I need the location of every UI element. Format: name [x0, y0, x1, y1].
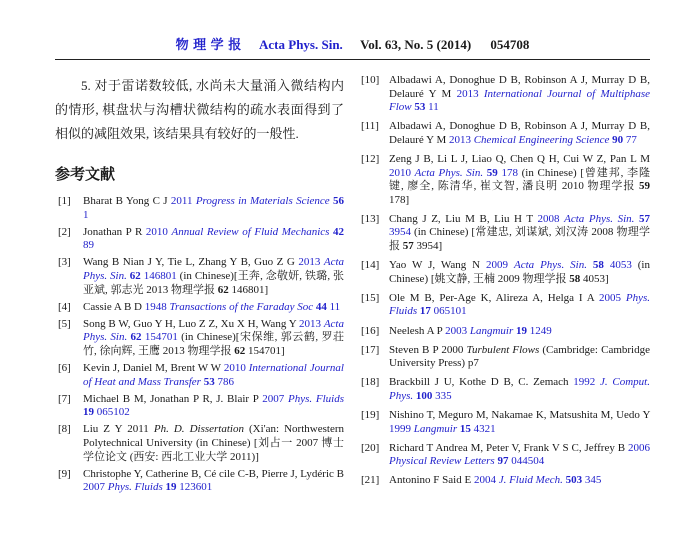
reference-text: 3954]	[416, 240, 443, 253]
reference-number: [10]	[361, 74, 380, 86]
reference-item	[55, 226, 344, 253]
reference-number: [5]	[58, 317, 71, 330]
reference-item	[55, 393, 344, 420]
citation-link[interactable]: Acta Phys. Sin.	[83, 256, 345, 282]
reference-text: Zeng J B, Li L J, Liao Q, Chen Q H, Cui W Z, Pan L M	[389, 152, 650, 165]
citation-link[interactable]: 17	[419, 305, 434, 318]
reference-item	[55, 301, 344, 315]
references-list-left	[55, 195, 344, 495]
citation-link[interactable]: 1948	[144, 300, 170, 313]
two-column-body	[55, 60, 650, 498]
reference-number: [3]	[58, 256, 71, 269]
citation-link[interactable]: 2009	[486, 259, 514, 272]
citation-link[interactable]: 4321	[473, 422, 496, 435]
reference-text: 154701]	[248, 344, 285, 357]
reference-item	[55, 362, 344, 389]
reference-number: [14]	[361, 259, 380, 272]
citation-link[interactable]: 786	[217, 375, 234, 388]
citation-link[interactable]: 2010	[389, 166, 415, 179]
citation-link[interactable]: 56	[333, 195, 344, 207]
citation-link[interactable]: 15	[459, 422, 474, 435]
reference-item	[361, 120, 650, 147]
citation-link[interactable]: 1999	[389, 422, 414, 435]
reference-text: Bharat B Yong C J	[83, 195, 171, 207]
right-column	[361, 74, 650, 498]
reference-number: [19]	[361, 408, 380, 421]
reference-number: [1]	[58, 195, 71, 207]
reference-number: [21]	[361, 474, 380, 487]
reference-text: 62	[217, 283, 232, 296]
citation-link[interactable]: 2003	[445, 324, 470, 337]
citation-link[interactable]: 2013	[298, 256, 324, 269]
reference-number: [4]	[58, 300, 71, 313]
citation-link[interactable]: 1992	[573, 376, 601, 389]
reference-text: Song B W, Guo Y H, Luo Z Z, Xu X H, Wang Y	[83, 317, 300, 330]
reference-text: 59	[639, 180, 650, 193]
journal-title-en: Acta Phys. Sin.	[259, 37, 343, 52]
references-list-right	[361, 74, 650, 488]
citation-link[interactable]: 62	[129, 269, 144, 282]
reference-item	[361, 292, 650, 319]
reference-text: (in Chinese)[王奔, 念敬妍, 铁璐, 张亚斌, 郭志光 2013 物理学报	[83, 269, 345, 296]
citation-link[interactable]: Chemical Engineering Science	[473, 133, 613, 146]
citation-link[interactable]: 2005	[599, 291, 626, 304]
reference-number: [18]	[361, 376, 380, 389]
citation-link[interactable]: 11	[329, 300, 341, 313]
reference-number: [2]	[58, 225, 71, 238]
citation-link[interactable]: Acta Phys. Sin.	[513, 259, 593, 272]
reference-text: Steven B P 2000	[389, 343, 467, 356]
citation-link[interactable]: 2013	[448, 133, 474, 146]
citation-link[interactable]: 044504	[511, 455, 545, 468]
citation-link[interactable]: 19	[516, 324, 530, 337]
reference-item	[361, 376, 650, 403]
reference-text: Ole M B, Per-Age K, Alireza A, Helga I A	[389, 291, 599, 304]
reference-item	[55, 468, 344, 495]
reference-item	[361, 259, 650, 286]
conclusion-paragraph: 5. 对于雷诺数较低, 水尚未大量涌入微结构内的情形, 棋盘状与沟槽状微结构的疏水表面得到了相似的减阻效果, 该结果具有较好的一般性.	[55, 78, 344, 141]
reference-text: (in Chinese)[宋保维, 郭云鹤, 罗荘竹, 徐向辉, 王鹰 2013 物理学报	[83, 331, 345, 357]
citation-link[interactable]: 335	[435, 389, 452, 402]
citation-link[interactable]: 53	[414, 101, 429, 114]
reference-number: [20]	[361, 441, 380, 454]
volume-issue-info: Vol. 63, No. 5 (2014)	[360, 37, 472, 52]
reference-text: Cassie A B D	[83, 300, 145, 313]
reference-item	[361, 442, 650, 469]
citation-link[interactable]: Physical Review Letters	[389, 455, 498, 468]
reference-text: (in Chinese) [常建忠, 刘谋斌, 刘汉涛 2008 物理学报	[389, 226, 651, 253]
left-column	[55, 74, 344, 498]
citation-link[interactable]: Annual Review of Fluid Mechanics	[171, 225, 333, 238]
citation-link[interactable]: 62	[130, 331, 145, 344]
citation-link[interactable]: 503	[565, 474, 585, 487]
reference-number: [13]	[361, 212, 380, 225]
reference-number: [12]	[361, 152, 380, 165]
citation-link[interactable]: International Journal of Heat and Mass Transfer	[83, 362, 344, 388]
citation-link[interactable]: 1	[83, 208, 89, 221]
reference-text: 57	[402, 240, 417, 253]
reference-number: [9]	[58, 467, 71, 480]
citation-link[interactable]: Acta Phys. Sin.	[564, 212, 640, 225]
citation-link[interactable]: Phys. Fluids	[389, 291, 651, 318]
citation-link[interactable]: Acta Phys. Sin.	[83, 317, 344, 344]
reference-item	[361, 74, 650, 115]
citation-link[interactable]: 178	[501, 166, 522, 179]
reference-text: Neelesh A P	[389, 324, 446, 337]
citation-link[interactable]: J. Fluid Mech.	[498, 474, 566, 487]
citation-link[interactable]: 3954	[389, 226, 415, 239]
reference-text: Richard T Andrea M, Peter V, Frank V S C, Jeffrey B	[389, 441, 628, 454]
reference-item	[361, 325, 650, 339]
citation-link[interactable]: 2011	[170, 195, 196, 207]
reference-number: [7]	[58, 392, 71, 405]
references-heading: 参考文献	[55, 167, 116, 183]
citation-link[interactable]: 19	[165, 481, 180, 494]
reference-item	[361, 474, 650, 488]
article-number: 054708	[490, 37, 530, 52]
reference-item	[361, 409, 650, 436]
citation-link[interactable]: 100	[415, 389, 436, 402]
reference-text: (Cambridge: Cambridge University Press) p7	[389, 343, 650, 370]
reference-text: Yao W J, Wang N	[389, 259, 487, 272]
citation-link[interactable]: Phys. Fluids	[288, 392, 345, 405]
reference-text: Jonathan P R	[83, 225, 146, 238]
citation-link[interactable]: 59	[486, 166, 502, 179]
citation-link[interactable]: 2007	[262, 392, 289, 405]
citation-link[interactable]: International Journal of Multiphase Flow	[389, 87, 651, 114]
citation-link[interactable]: 44	[315, 300, 330, 313]
citation-link[interactable]: 2013	[299, 317, 324, 330]
reference-item	[361, 153, 650, 207]
reference-text: Albadawi A, Donoghue D B, Robinson A J, Murray D B, Delauré Y M	[389, 74, 650, 100]
reference-number: [11]	[361, 120, 379, 133]
citation-link[interactable]: 58	[592, 259, 610, 272]
reference-text: Brackbill J U, Kothe D B, C. Zemach	[389, 376, 574, 389]
citation-link[interactable]: 065102	[96, 406, 130, 419]
reference-number: [6]	[58, 362, 71, 375]
citation-link[interactable]: Langmuir	[469, 324, 517, 337]
reference-text: Ph. D. Dissertation	[153, 423, 249, 436]
citation-link[interactable]: 4053	[609, 259, 638, 272]
citation-link[interactable]: Progress in Materials Science	[195, 195, 333, 207]
citation-link[interactable]: 123601	[179, 481, 213, 494]
reference-text: (in Chinese) [曾建邦, 李隆键, 廖全, 陈清华, 崔文智, 潘良明 2010 物理学报	[389, 166, 650, 193]
reference-text: Liu Z Y 2011	[83, 423, 154, 436]
citation-link[interactable]: 97	[497, 455, 512, 468]
citation-link[interactable]: 2013	[456, 87, 484, 100]
citation-link[interactable]: 77	[625, 133, 637, 146]
reference-text: Nishino T, Meguro M, Nakamae K, Matsushita M, Uedo Y	[389, 408, 650, 421]
citation-link[interactable]: Langmuir	[413, 422, 460, 435]
citation-link[interactable]: 2008	[537, 212, 565, 225]
citation-link[interactable]: 065101	[433, 305, 467, 318]
reference-item	[55, 423, 344, 464]
reference-item	[55, 256, 344, 297]
citation-link[interactable]: Transactions of the Faraday Soc	[169, 300, 316, 313]
reference-number: [8]	[58, 423, 71, 436]
reference-text: Wang B Nian J Y, Tie L, Zhang Y B, Guo Z G	[83, 256, 299, 269]
reference-text: 58	[569, 272, 584, 285]
citation-link[interactable]: 19	[83, 406, 97, 419]
reference-item	[361, 213, 650, 254]
citation-link[interactable]: 1249	[529, 324, 552, 337]
page-header	[55, 30, 650, 53]
citation-link[interactable]: 2010	[145, 225, 172, 238]
citation-link[interactable]: 2006	[628, 441, 650, 454]
reference-text: Christophe Y, Catherine B, Cé cile C-B, Pierre J, Lydéric B	[83, 467, 344, 480]
citation-link[interactable]: 154701	[144, 331, 182, 344]
reference-text: Albadawi A, Donoghue D B, Robinson A J, Murray D B, Delauré Y M	[389, 120, 650, 146]
reference-text: Antonino F Said E	[389, 474, 474, 487]
citation-link[interactable]: 146801	[143, 269, 180, 282]
citation-link[interactable]: J. Comput. Phys.	[389, 376, 650, 402]
reference-text: (Xi'an: Northwestern Polytechnical University (in Chinese) [刘占一 2007 博士学位论文 (西安: 西北工业大学 2011)]	[83, 423, 344, 463]
citation-link[interactable]: 90	[612, 133, 626, 146]
citation-link[interactable]: 345	[584, 474, 602, 487]
reference-item	[55, 318, 344, 359]
reference-text: Chang J Z, Liu M B, Liu H T	[389, 212, 538, 225]
citation-link[interactable]: 53	[203, 375, 218, 388]
citation-link[interactable]: 2004	[473, 474, 499, 487]
citation-link[interactable]: Acta Phys. Sin.	[414, 166, 487, 179]
reference-text: Kevin J, Daniel M, Brent W W	[83, 362, 224, 375]
citation-link[interactable]: 42	[333, 225, 344, 238]
citation-link[interactable]: 2010	[223, 362, 249, 375]
reference-item	[361, 344, 650, 371]
journal-title-cn: 物理学报	[175, 37, 246, 52]
citation-link[interactable]: 11	[428, 101, 439, 114]
citation-link[interactable]: 2007	[83, 481, 108, 494]
reference-item	[55, 195, 344, 222]
reference-text: Michael B M, Jonathan P R, J. Blair P	[83, 392, 263, 405]
citation-link[interactable]: 57	[639, 212, 651, 225]
reference-text: 146801]	[231, 283, 269, 296]
reference-text: 62	[234, 344, 248, 357]
reference-number: [16]	[361, 324, 380, 337]
citation-link[interactable]: 89	[83, 239, 94, 252]
reference-number: [15]	[361, 291, 380, 304]
reference-text: 4053]	[583, 272, 609, 285]
reference-number: [17]	[361, 343, 380, 356]
reference-text: (in Chinese) [姚文静, 王楠 2009 物理学报	[389, 259, 650, 285]
reference-text: 178]	[389, 193, 410, 206]
reference-text: Turbulent Flows	[466, 343, 543, 356]
citation-link[interactable]: Phys. Fluids	[107, 481, 166, 494]
